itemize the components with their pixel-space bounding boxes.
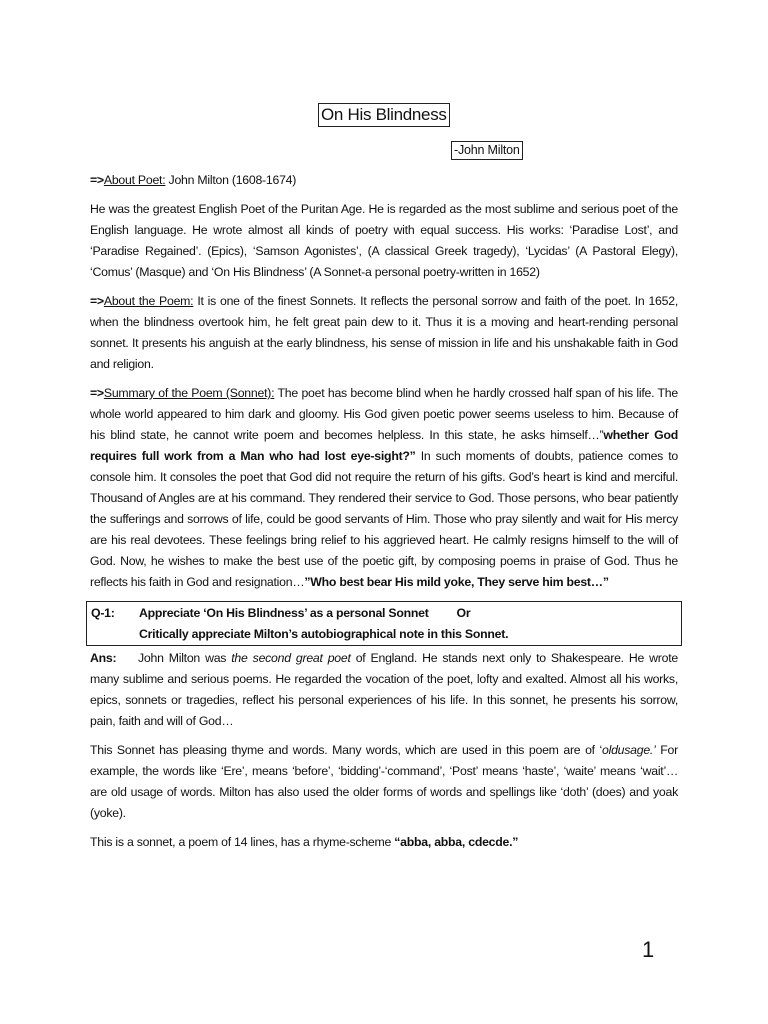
question-row-1 [91, 603, 677, 624]
rhyme-paragraph [90, 832, 678, 853]
answer-label: Ans: [90, 651, 117, 665]
about-poet-label: About Poet: [103, 173, 166, 187]
about-poet-arrow: => [90, 173, 104, 187]
poet-paragraph: He was the greatest English Poet of the Puritan Age. He is regarded as the most sublime and serious poet of the English language. He wrote almost all kinds of poetry with equal success. His works: ‘Paradise Lost’, and ‘Paradise Regained’. (Epics), ‘Samson Agonistes’, (A classical Greek tragedy), ‘Lycidas’ (A Pastoral Elegy), ‘Comus’ (Masque) and ‘On His Blindness’ (A Sonnet-a personal poetry-written in 1652) [90, 202, 678, 279]
summary-label: Summary of the Poem (Sonnet): [103, 386, 275, 400]
question-line-2: Critically appreciate Milton’s autobiographical note in this Sonnet. [139, 627, 509, 641]
about-poem-text: It is one of the finest Sonnets. It reflects the personal sorrow and faith of the poet. In 1652, when the blindness overtook him, he felt great pain dew to it. Thus it is a moving and heart-rending personal sonnet. It presents his anguish at the early blindness, his sense of mission in life and his unshakable faith in God and religion. [90, 294, 678, 371]
words-text-2: For example, the words like ‘Ere’, means ‘before’, ‘bidding’-‘command’, ‘Post’ means ‘haste’, ‘waite’ means ‘wait’…are old usage of words. Milton has also used the older forms of words and spellings like ‘doth’ (does) and yoak (yoke). [90, 743, 678, 820]
summary-arrow: => [90, 386, 104, 400]
about-poem-arrow: => [90, 294, 104, 308]
rhyme-scheme: “abba, abba, cdecde.” [394, 835, 519, 849]
question-line-1: Appreciate ‘On His Blindness’ as a personal Sonnet [139, 606, 429, 620]
question-label: Q-1: [91, 606, 115, 620]
words-emphasis: oldusage.’ [602, 743, 656, 757]
answer-text-2: of England. He stands next only to Shakespeare. He wrote many sublime and serious poems. He regarded the vocation of the poet, lofty and exalted. Almost all his works, epics, sonnets or tragedies, reflect his personal experiences of his life. In this sonnet, he presents his sorrow, pain, faith and will of God… [90, 651, 678, 728]
author-name: -John Milton [451, 141, 523, 160]
words-text-1: This Sonnet has pleasing thyme and words. Many words, which are used in this poem are of ‘ [90, 743, 603, 757]
document-body [90, 170, 678, 861]
answer-text-1: John Milton was [138, 651, 232, 665]
about-poet-line [90, 170, 678, 191]
answer-paragraph [90, 648, 678, 732]
question-or: Or [456, 606, 471, 620]
answer-emphasis: the second great poet [231, 651, 351, 665]
summary-text-2: In such moments of doubts, patience comes to console him. It consoles the poet that God did not require the return of his gifts. God’s heart is kind and merciful. Thousand of Angles are at his command. They rendered their service to God. Those persons, who bear patiently the sufferings and sorrows of life, could be good servants of Him. Those who pray silently and wait for His mercy are his real devotees. These feelings bring relief to his aggrieved heart. He calmly resigns himself to the will of God. Now, he wishes to make the best use of the poetic gift, by composing poems in praise of God. Thus he reflects his faith in God and resignation… [90, 449, 678, 589]
page-number: 1 [642, 937, 655, 962]
summary-quote-1: whether God requires full work from a Man who had lost eye-sight?” [90, 428, 678, 463]
about-poem-paragraph [90, 291, 678, 375]
about-poet-value: John Milton (1608-1674) [165, 173, 297, 187]
rhyme-text: This is a sonnet, a poem of 14 lines, has a rhyme-scheme [90, 835, 395, 849]
document-title: On His Blindness [318, 103, 450, 127]
question-box [86, 601, 682, 646]
words-paragraph [90, 740, 678, 824]
about-poem-label: About the Poem: [103, 294, 194, 308]
summary-paragraph [90, 383, 678, 593]
summary-text-1: The poet has become blind when he hardly crossed half span of his life. The whole world appeared to him dark and gloomy. His God given poetic power seems useless to him. Because of his blind state, he cannot write poem and becomes helpless. In this state, he asks himself…” [90, 386, 678, 442]
summary-quote-2: ”Who best bear His mild yoke, They serve him best…” [304, 575, 609, 589]
question-row-2 [91, 624, 677, 645]
